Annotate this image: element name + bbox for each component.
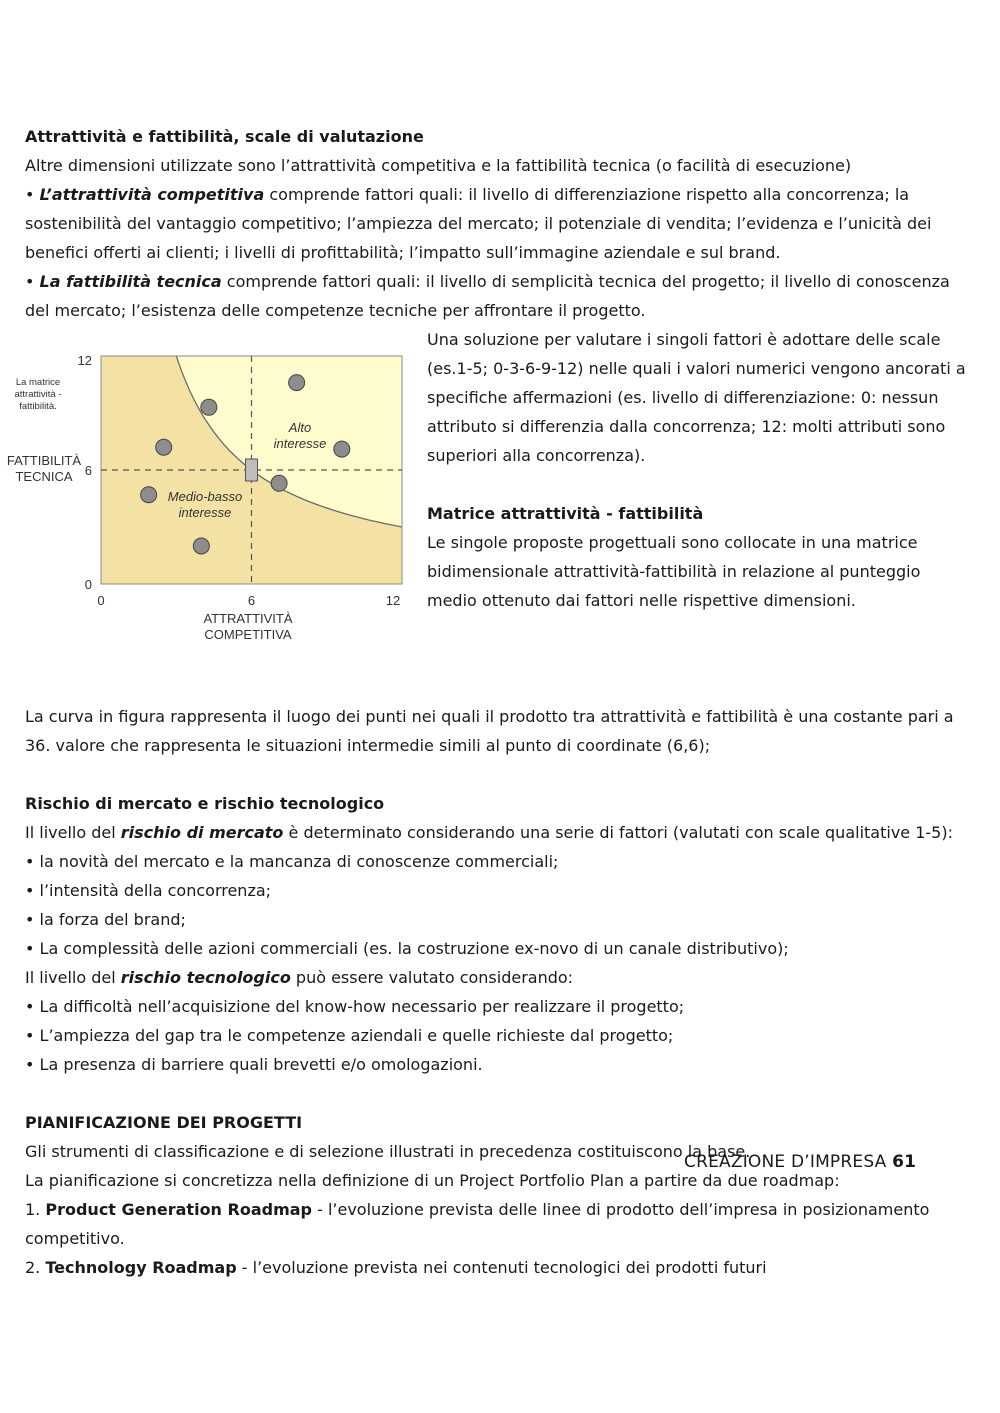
section-heading-risk: Rischio di mercato e rischio tecnologico bbox=[25, 794, 385, 813]
bullet-competitive-attractiveness bbox=[25, 180, 955, 267]
high-interest-label-line2: interesse bbox=[273, 436, 327, 451]
section-heading-attractiveness: Attrattività e fattibilità, scale di valutazione bbox=[25, 127, 424, 146]
scatter-point-5 bbox=[271, 475, 287, 491]
page-footer bbox=[684, 1150, 944, 1174]
x-tick-label-6: 6 bbox=[247, 593, 256, 608]
note-line2: attrattività - bbox=[14, 389, 62, 400]
roadmap-item-product bbox=[25, 1195, 955, 1253]
section-heading-planning: PIANIFICAZIONE DEI PROGETTI bbox=[25, 1113, 303, 1132]
y-tick-label-12: 12 bbox=[77, 353, 92, 368]
planning-line-1: Gli strumenti di classificazione e di selezione illustrati in precedenza costituiscono la base. bbox=[25, 1142, 751, 1161]
intro-paragraph: Altre dimensioni utilizzate sono l’attrattività competitiva e la fattibilità tecnica (o facilità di esecuzione) bbox=[25, 156, 852, 175]
matrix-heading: Matrice attrattività - fattibilità bbox=[427, 504, 704, 523]
curve-paragraph: La curva in figura rappresenta il luogo dei punti nei quali il prodotto tra attrattività e fattibilità è una costante pari a 36. valore che rappresenta le situazioni intermedie simili al punto di coordinate (6,6); bbox=[25, 707, 954, 755]
tech-risk-text: può essere valutato considerando: bbox=[290, 968, 574, 987]
x-tick-label-0: 0 bbox=[97, 593, 105, 608]
scatter-point-7 bbox=[193, 538, 209, 554]
y-axis-label-line1: FATTIBILITÀ bbox=[6, 453, 82, 468]
tech-risk-paragraph bbox=[25, 963, 955, 992]
low-interest-label-line1: Medio-basso bbox=[167, 489, 243, 504]
list-item: • la novità del mercato e la mancanza di conoscenze commerciali; bbox=[25, 852, 559, 871]
roadmap-item-technology bbox=[25, 1253, 955, 1282]
scatter-point-3 bbox=[289, 375, 305, 391]
high-interest-label-line1: Alto bbox=[288, 420, 312, 435]
figure-row bbox=[6, 325, 966, 673]
note-line1: La matrice bbox=[15, 377, 61, 388]
bold-term: rischio tecnologico bbox=[120, 968, 291, 987]
list-item: • La difficoltà nell’acquisizione del know-how necessario per realizzare il progetto; bbox=[25, 997, 685, 1016]
note-line3: fattibilità. bbox=[19, 401, 57, 412]
y-tick-label-6: 6 bbox=[84, 463, 92, 478]
item-number: 1. bbox=[25, 1200, 46, 1219]
market-risk-prefix: Il livello del bbox=[25, 823, 121, 842]
bullet-text: comprende fattori quali: il livello di semplicità tecnica del progetto; il livello di conoscenza del mercato; l’esistenza delle competenze tecniche per affrontare il progetto. bbox=[25, 272, 950, 320]
x-axis-label-line2: COMPETITIVA bbox=[204, 627, 292, 642]
bold-term: rischio di mercato bbox=[120, 823, 284, 842]
low-interest-label-line2: interesse bbox=[178, 505, 232, 520]
bold-term: Product Generation Roadmap bbox=[45, 1200, 312, 1219]
item-number: 2. bbox=[25, 1258, 46, 1277]
footer-label: CREAZIONE D’IMPRESA bbox=[684, 1152, 893, 1172]
scatter-point-2 bbox=[201, 399, 217, 415]
list-item: • l’intensità della concorrenza; bbox=[25, 881, 272, 900]
bold-term: L’attrattività competitiva bbox=[39, 185, 265, 204]
list-item: • la forza del brand; bbox=[25, 910, 186, 929]
list-item: • L’ampiezza del gap tra le competenze aziendali e quelle richieste dal progetto; bbox=[25, 1026, 674, 1045]
scatter-point-4 bbox=[334, 441, 350, 457]
bold-term: Technology Roadmap bbox=[45, 1258, 237, 1277]
market-risk-text: è determinato considerando una serie di fattori (valutati con scale qualitative 1-5): bbox=[283, 823, 953, 842]
matrix-paragraph: Le singole proposte progettuali sono collocate in una matrice bidimensionale attrattività-fattibilità in relazione al punteggio medio ottenuto dai fattori nelle rispettive dimensioni. bbox=[427, 533, 921, 610]
tech-risk-prefix: Il livello del bbox=[25, 968, 121, 987]
list-item: • La presenza di barriere quali brevetti e/o omologazioni. bbox=[25, 1055, 483, 1074]
bullet-text: comprende fattori quali: il livello di differenziazione rispetto alla concorrenza; la sostenibilità del vantaggio competitivo; l’ampiezza del mercato; il potenziale di vendita; l’evidenza e l’unicità dei benefici offerti ai clienti; i livelli di profittabilità; l’impatto sull’immagine aziendale e sul brand. bbox=[25, 185, 932, 262]
bullet-prefix: • bbox=[25, 272, 40, 291]
item-text: - l’evoluzione prevista nei contenuti tecnologici dei prodotti futuri bbox=[236, 1258, 767, 1277]
scales-paragraph: Una soluzione per valutare i singoli fattori è adottare delle scale (es.1-5; 0-3-6-9-12) nelle quali i valori numerici vengono ancorati a specifiche affermazioni (es. livello di differenziazione: 0: nessun attributo si differenzia dalla concorrenza; 12: molti attributi sono superiori alla concorrenza). bbox=[427, 330, 966, 465]
y-tick-label-0: 0 bbox=[84, 577, 92, 592]
item-text: - l’evoluzione prevista delle linee di prodotto dell’impresa in posizionamento competitivo. bbox=[25, 1200, 930, 1248]
bold-term: La fattibilità tecnica bbox=[39, 272, 222, 291]
center-marker bbox=[246, 459, 258, 481]
planning-line-2: La pianificazione si concretizza nella definizione di un Project Portfolio Plan a partire da due roadmap: bbox=[25, 1171, 840, 1190]
bullet-technical-feasibility bbox=[25, 267, 955, 325]
bullet-prefix: • bbox=[25, 185, 40, 204]
x-axis-label-line1: ATTRATTIVITÀ bbox=[203, 611, 293, 626]
attractiveness-feasibility-chart bbox=[0, 325, 420, 673]
scatter-point-1 bbox=[156, 439, 172, 455]
y-axis-label-line2: TECNICA bbox=[15, 469, 73, 484]
page-content bbox=[6, 122, 966, 1282]
market-risk-paragraph bbox=[25, 818, 955, 847]
x-tick-label-12: 12 bbox=[385, 593, 401, 608]
list-item: • La complessità delle azioni commerciali (es. la costruzione ex-novo di un canale distributivo); bbox=[25, 939, 789, 958]
scatter-point-6 bbox=[141, 487, 157, 503]
page-number: 61 bbox=[892, 1152, 917, 1172]
figure-side-text bbox=[427, 325, 967, 615]
